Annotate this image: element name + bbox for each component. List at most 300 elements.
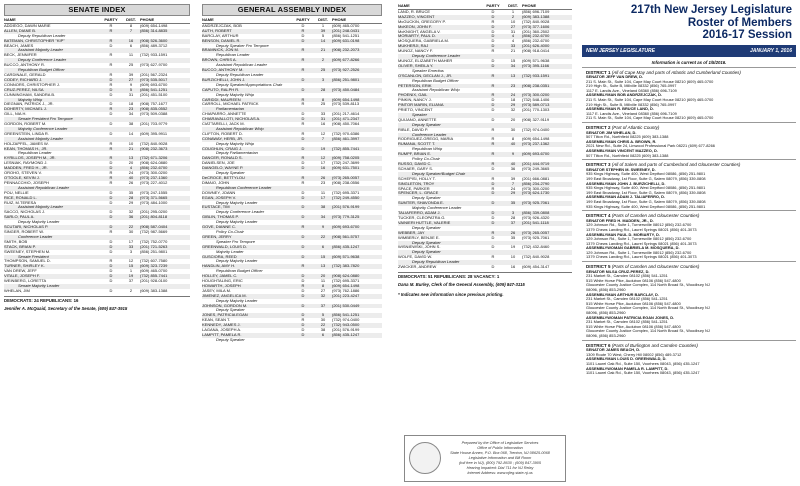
member-dist: 24 bbox=[128, 171, 134, 176]
office-address: Gloucester County Justice Complex, 114 North Broad St., Woodbury NJ bbox=[586, 329, 710, 334]
member-dist: 2 bbox=[321, 58, 325, 63]
member-name: Deputy Majority Leader bbox=[216, 200, 258, 205]
member-party: R bbox=[109, 171, 113, 176]
member-phone: (609) 693-6700 bbox=[140, 82, 168, 87]
header-phone: PHONE bbox=[140, 18, 155, 22]
member-party: D bbox=[301, 117, 305, 122]
member-phone: (973) 627-9700 bbox=[140, 63, 168, 68]
member-phone: (856) 461-3997 bbox=[332, 136, 360, 141]
member-phone: (856) 435-1247 bbox=[332, 333, 360, 337]
member-party: D bbox=[491, 235, 495, 240]
legislator-name: SENATOR JIM WHELAN, D. bbox=[586, 130, 637, 135]
member-dist: 37 bbox=[320, 303, 326, 308]
member-dist: 29 bbox=[128, 200, 134, 205]
district-block bbox=[582, 261, 796, 340]
member-name: Deputy Speaker bbox=[216, 171, 245, 176]
member-phone: (732) 432-8460 bbox=[522, 245, 550, 250]
member-phone: (856) 339-0808 bbox=[522, 211, 550, 216]
office-address: 1379 Chews Landing Rd., Laurel Springs 08021 (856) 401-3073 bbox=[586, 227, 697, 232]
member-party: R bbox=[109, 23, 113, 28]
member-name: WHELAN, JIM bbox=[4, 288, 30, 293]
member-name: Deputy Majority Leader bbox=[216, 298, 258, 303]
member-name: McGUCKIN, GREGORY P. bbox=[398, 19, 446, 24]
member-party: D bbox=[109, 264, 113, 269]
member-dist: 35 bbox=[510, 235, 516, 240]
member-party: D bbox=[301, 293, 305, 298]
member-party: D bbox=[109, 269, 113, 274]
member-party: D bbox=[301, 87, 305, 92]
legislator-name: SENATOR STEPHEN M. SWEENEY, D. bbox=[586, 167, 656, 172]
member-dist: 21 bbox=[320, 48, 326, 53]
member-party: R bbox=[491, 142, 495, 147]
member-name: GREEN, JERRY bbox=[202, 234, 232, 239]
member-name: BUCCO, ANTHONY M. bbox=[202, 68, 244, 73]
senate-index-title: SENATE INDEX bbox=[4, 4, 190, 16]
header-party: PARTY bbox=[104, 18, 118, 22]
member-dist: 29 bbox=[510, 191, 516, 196]
member-phone: (732) 247-3699 bbox=[332, 161, 360, 166]
member-name: THOMPSON, SAMUEL D. bbox=[4, 259, 51, 264]
senate-index bbox=[0, 0, 194, 486]
member-name: Speaker bbox=[412, 112, 427, 117]
member-dist: 38 bbox=[320, 328, 326, 333]
member-dist: 30 bbox=[510, 127, 516, 132]
member-party: D bbox=[301, 323, 305, 328]
member-name: DOWNEY, JOANN bbox=[202, 190, 236, 195]
district-counties: (Part of Atlantic County) bbox=[611, 125, 660, 131]
office-address: 935 Kings Highway, Suite 400, West Deptford 08086, (856) 251-9801 bbox=[586, 186, 706, 191]
member-phone: (732) 840-9028 bbox=[522, 19, 550, 24]
member-dist: 27 bbox=[320, 288, 326, 293]
member-phone: (609) 654-1498 bbox=[332, 283, 360, 288]
member-phone: (856) 232-6700 bbox=[140, 166, 168, 171]
member-dist: 1 bbox=[511, 9, 515, 14]
roster-bar-right: JANUARY 1, 2016 bbox=[749, 47, 792, 54]
member-name: HOLZAPFEL, JAMES W. bbox=[4, 141, 49, 146]
assembly-index bbox=[198, 0, 386, 486]
member-name: ALLEN, DIANE B. bbox=[4, 28, 37, 33]
member-name: CHIARAVALLOTI, NICHOLAS A. bbox=[202, 117, 261, 122]
member-phone: (201) 703-9779 bbox=[140, 122, 168, 127]
member-name: Deputy Majority Whip bbox=[216, 141, 255, 146]
member-party: D bbox=[109, 200, 113, 205]
member-name: O'SCANLON, DECLAN J., JR. bbox=[398, 73, 453, 78]
assembly2-list bbox=[398, 10, 572, 270]
member-phone: (856) 314-8835 bbox=[140, 28, 168, 33]
member-name: Majority Leader bbox=[216, 249, 244, 254]
member-party: D bbox=[491, 24, 495, 29]
member-phone: (973) 300-0200 bbox=[522, 93, 550, 98]
member-name: PINTOR MARIN, ELIANA bbox=[398, 103, 444, 108]
member-dist: 37 bbox=[128, 279, 134, 284]
member-dist: 4 bbox=[129, 166, 133, 171]
member-dist: 24 bbox=[510, 186, 516, 191]
member-dist: 1 bbox=[321, 23, 325, 28]
member-phone: (732) 943-0500 bbox=[332, 323, 360, 328]
office-address: 231 Market St., Camden 08102 (856) 541-1251 bbox=[586, 297, 668, 302]
assembly-clerk: Dana M. Burley, Clerk of the General Assembly, (609) 847-3115 bbox=[398, 282, 525, 288]
member-party: D bbox=[109, 87, 113, 92]
district-block bbox=[582, 159, 796, 210]
member-name: MORIARTY, PAUL D. bbox=[398, 34, 436, 39]
member-phone: (908) 624-0880 bbox=[140, 161, 168, 166]
member-name: OROHO, STEVEN V. bbox=[4, 171, 42, 176]
member-row bbox=[398, 265, 572, 270]
member-name: CAPUTO, RALPH R. bbox=[202, 87, 240, 92]
member-name: SARLO, PAUL A. bbox=[4, 215, 35, 220]
member-phone: (856) 541-1251 bbox=[140, 87, 168, 92]
member-dist: 6 bbox=[129, 43, 133, 48]
district-list bbox=[582, 67, 796, 377]
member-name: JOHNSON, GORDON M. bbox=[202, 303, 248, 308]
member-name: Senate President Pro Tempore bbox=[18, 117, 73, 122]
member-phone: (201) 576-9199 bbox=[332, 328, 360, 333]
office-address: 129 Johnson Rd., Suite 1, Turnersville 08012 (856) 232-6700 bbox=[586, 223, 692, 228]
member-name: O'TOOLE, KEVIN J. bbox=[4, 176, 40, 180]
member-party: D bbox=[301, 303, 305, 308]
member-party: D bbox=[301, 136, 305, 141]
legislator-name: ASSEMBLYMAN VINCENT MAZZEO, D. bbox=[586, 149, 658, 153]
member-party: R bbox=[109, 229, 113, 234]
member-party: D bbox=[491, 220, 495, 225]
member-party: D bbox=[109, 92, 113, 97]
member-phone: (973) 926-4320 bbox=[522, 215, 550, 220]
member-name: MUKHERJI, RAJ bbox=[398, 44, 429, 49]
member-party: D bbox=[301, 333, 305, 337]
member-name: MAZZEO, VINCENT bbox=[398, 14, 435, 19]
member-party: D bbox=[301, 23, 305, 28]
member-name: GORDON, ROBERT M. bbox=[4, 122, 47, 127]
member-party: D bbox=[109, 210, 113, 215]
member-name: Deputy Speaker/Appropriations Chair bbox=[216, 82, 283, 87]
member-phone: (856) 232-6700 bbox=[522, 34, 550, 39]
member-name: Republican Budget Officer bbox=[18, 68, 65, 73]
legislator-name: SENATOR NILSA CRUZ-PEREZ, D. bbox=[586, 269, 650, 274]
member-phone: (973) 925-7061 bbox=[522, 235, 550, 240]
member-dist: 19 bbox=[320, 146, 326, 151]
roster-title-line1: 217th New Jersey Legislature bbox=[630, 4, 792, 16]
member-name: Majority Conference Leader bbox=[18, 126, 68, 131]
member-party: R bbox=[301, 318, 305, 323]
member-party: D bbox=[109, 131, 113, 136]
member-name: Assistant Republican Leader bbox=[216, 63, 267, 68]
member-dist: 16 bbox=[320, 122, 326, 127]
member-party: D bbox=[301, 146, 305, 151]
member-name: Deputy Parliamentarian bbox=[216, 151, 258, 156]
member-phone: (973) 509-0388 bbox=[140, 112, 168, 117]
member-name: PENNACCHIO, JOSEPH bbox=[4, 180, 49, 185]
member-name: Deputy Speaker/Budget Chair bbox=[412, 171, 466, 176]
member-name: AUTH, ROBERT bbox=[202, 28, 232, 33]
member-name: RUMANA, SCOTT T. bbox=[398, 142, 436, 147]
member-dist: 17 bbox=[128, 239, 134, 244]
member-party: R bbox=[109, 259, 113, 264]
member-dist: 23 bbox=[128, 107, 134, 112]
member-party: D bbox=[109, 122, 113, 127]
member-name: Deputy Speaker bbox=[412, 122, 441, 127]
member-party: R bbox=[301, 97, 305, 102]
member-party: D bbox=[491, 191, 495, 196]
member-phone: (908) 450-7064 bbox=[332, 122, 360, 127]
member-name: DANIELSEN, JOE bbox=[202, 161, 235, 166]
member-name: SPENCER, L. GRACE bbox=[398, 191, 439, 196]
member-phone: (201) 451-5100 bbox=[140, 92, 168, 97]
district-block bbox=[582, 122, 796, 159]
member-phone: (973) 300-0200 bbox=[140, 171, 168, 176]
member-phone: (973) 395-1166 bbox=[522, 63, 550, 68]
office-address: 1379 Chews Landing Rd., Laurel Springs 08021 (856) 401-3073 bbox=[586, 255, 697, 260]
member-dist: 39 bbox=[320, 28, 326, 33]
district-number: DISTRICT 6 bbox=[586, 342, 611, 348]
member-party: R bbox=[301, 68, 305, 73]
member-name: HANDLIN, AMY H. bbox=[202, 264, 236, 269]
member-party: D bbox=[491, 98, 495, 103]
member-phone: (973) 624-1730 bbox=[522, 191, 550, 196]
office-address: 219 High St., Suite B, Millville 08332 (856) 765-0997 bbox=[586, 102, 677, 107]
member-phone: (973) 484-1000 bbox=[140, 200, 168, 205]
member-party: D bbox=[491, 44, 495, 49]
office-address: 515 White Horse Pike, Audubon 08106 (856) 547-4800 bbox=[586, 301, 681, 306]
ols-seal-icon bbox=[409, 442, 441, 474]
member-name: Assistant Republican Whip bbox=[216, 126, 264, 131]
member-name: WOLFE, DAVID W. bbox=[398, 255, 433, 260]
member-name: BECK, JENNIFER bbox=[4, 53, 37, 58]
member-party: R bbox=[109, 53, 113, 58]
member-phone: (732) 383-7820 bbox=[332, 264, 360, 269]
member-party: D bbox=[301, 190, 305, 195]
member-name: Majority Whip bbox=[18, 97, 43, 102]
member-name: McKEON, JOHN F. bbox=[398, 24, 433, 29]
member-dist: 36 bbox=[128, 215, 134, 220]
member-dist: 22 bbox=[128, 225, 134, 230]
member-dist: 11 bbox=[320, 279, 326, 284]
member-party: R bbox=[301, 156, 305, 161]
member-dist: 13 bbox=[510, 73, 516, 78]
member-party: R bbox=[109, 28, 113, 33]
member-phone: (973) 237-1362 bbox=[522, 142, 550, 147]
district-counties: (All of Cape May and parts of Atlantic and Cumberland Counties) bbox=[611, 69, 741, 75]
member-phone: (609) 465-0700 bbox=[140, 269, 168, 274]
member-party: D bbox=[301, 77, 305, 82]
member-party: D bbox=[109, 279, 113, 284]
member-party: R bbox=[491, 176, 495, 181]
member-dist: 33 bbox=[510, 44, 516, 49]
member-name: RODRIGUEZ-GREGG, MARIA bbox=[398, 137, 454, 142]
member-name: PRIETO, VINCENT bbox=[398, 108, 433, 113]
member-name: Deputy Republican Leader bbox=[216, 72, 264, 77]
member-name: Policy Co-Chair bbox=[412, 157, 440, 162]
member-party: D bbox=[109, 244, 113, 249]
member-name: TALIAFERRO, ADAM J. bbox=[398, 211, 441, 216]
member-party: D bbox=[109, 77, 113, 82]
member-name: STACK, BRIAN P. bbox=[4, 244, 36, 249]
member-party: D bbox=[491, 215, 495, 220]
member-name: PINKIN, NANCY J. bbox=[398, 98, 432, 103]
member-dist: 9 bbox=[511, 152, 515, 157]
member-name: DANCER, RONALD S. bbox=[202, 156, 243, 161]
member-name: ZWICKER, ANDREW bbox=[398, 265, 437, 270]
member-phone: (201) 567-2324 bbox=[140, 72, 168, 77]
member-name: CARDINALE, GERALD bbox=[4, 72, 46, 77]
member-name: SCHEPISI, HOLLY T. bbox=[398, 176, 436, 181]
member-phone: (856) 541-1251 bbox=[332, 313, 360, 318]
member-name: Senate Majority Leader bbox=[18, 283, 60, 288]
office-address: Gloucester County Justice Complex, 114 North Broad St., Woodbury NJ bbox=[586, 283, 710, 288]
senate-list bbox=[4, 24, 190, 294]
member-dist: 34 bbox=[128, 112, 134, 117]
member-dist: 24 bbox=[510, 93, 516, 98]
member-phone: (201) 217-4614 bbox=[332, 112, 360, 117]
member-phone: (201) 444-9719 bbox=[522, 162, 550, 166]
member-name: Assistant Majority Leader bbox=[18, 48, 63, 53]
member-party: R bbox=[491, 162, 495, 166]
member-phone: (973) 535-5017 bbox=[140, 77, 168, 82]
member-phone: (201) 721-5263 bbox=[140, 244, 168, 249]
member-dist: 4 bbox=[511, 39, 515, 44]
member-name: GIBLIN, THOMAS P. bbox=[202, 215, 239, 220]
member-name: Deputy Speaker bbox=[412, 225, 441, 230]
member-phone: (609) 571-9638 bbox=[522, 58, 550, 63]
member-party: D bbox=[301, 33, 305, 38]
member-dist: 8 bbox=[511, 137, 515, 142]
member-phone: (973) 589-0713 bbox=[522, 103, 550, 108]
district-number: DISTRICT 5 bbox=[586, 264, 611, 270]
senate-tally: DEMOCRATS: 24 REPUBLICANS: 16 bbox=[4, 296, 190, 303]
member-name: HOUGHTALING, ERIC bbox=[202, 279, 243, 284]
member-name: BENSON, DANIEL R. bbox=[202, 38, 241, 43]
member-name: WISNIEWSKI, JOHN S. bbox=[398, 245, 441, 250]
member-dist: 28 bbox=[510, 215, 516, 220]
member-name: CONAWAY, HERB, JR. bbox=[202, 136, 244, 141]
legislator-name: ASSEMBLYMAN R. BRUCE LAND, D. bbox=[586, 107, 654, 112]
member-dist: 7 bbox=[511, 181, 515, 186]
member-dist: 26 bbox=[320, 176, 326, 180]
office-address: 08096, (856) 853-2960 bbox=[586, 288, 626, 293]
member-party: D bbox=[109, 288, 113, 293]
member-dist: 25 bbox=[320, 102, 326, 107]
member-dist: 32 bbox=[320, 293, 326, 298]
member-dist: 5 bbox=[321, 33, 325, 38]
member-party: D bbox=[109, 102, 113, 107]
member-party: R bbox=[301, 131, 305, 136]
member-phone: (908) 835-0552 bbox=[140, 107, 168, 112]
member-phone: (908) 238-0351 bbox=[522, 83, 550, 88]
member-party: D bbox=[109, 43, 113, 48]
member-name: SWEENEY, STEPHEN M. bbox=[4, 249, 51, 254]
member-phone: (732) 752-0770 bbox=[140, 239, 168, 244]
roster-title-line3: 2016-17 Session bbox=[702, 29, 792, 41]
member-party: D bbox=[109, 225, 113, 230]
member-phone: (973) 265-0057 bbox=[522, 230, 550, 235]
member-name: Deputy Speaker bbox=[216, 337, 245, 342]
member-name: Deputy Speaker bbox=[412, 250, 441, 255]
member-dist: 3 bbox=[129, 249, 133, 254]
member-party: D bbox=[301, 195, 305, 200]
member-dist: 7 bbox=[321, 136, 325, 141]
member-party: R bbox=[301, 102, 305, 107]
member-phone: (201) 626-4000 bbox=[522, 44, 550, 49]
member-name: LESNIAK, RAYMOND J. bbox=[4, 161, 48, 166]
member-dist: 18 bbox=[510, 98, 516, 103]
member-phone: (908) 526-3600 bbox=[140, 38, 168, 43]
member-name: BEACH, JAMES bbox=[4, 43, 34, 48]
member-name: DiANGELO, WAYNE P. bbox=[202, 166, 244, 171]
legislator-name: ASSEMBLYWOMAN PATRICIA EGAN JONES, D. bbox=[586, 315, 675, 320]
member-phone: (908) 757-1677 bbox=[140, 102, 168, 107]
member-dist: 25 bbox=[320, 68, 326, 73]
member-name: ANDRZEJCZAK, BOB bbox=[202, 23, 242, 28]
member-name: Assistant Majority Leader bbox=[18, 205, 63, 210]
member-phone: (732) 933-1591 bbox=[140, 53, 168, 58]
member-name: DOHERTY, MICHAEL J. bbox=[4, 107, 48, 112]
member-name: Deputy Conference Leader bbox=[18, 58, 67, 63]
member-name: MUNOZ, ELIZABETH MAHER bbox=[398, 58, 453, 63]
member-dist: 11 bbox=[320, 190, 326, 195]
member-party: D bbox=[301, 205, 305, 210]
member-name: BROWN, CHRIS A. bbox=[202, 58, 237, 63]
member-party: D bbox=[301, 215, 305, 220]
member-name: SCUTARI, NICHOLAS P. bbox=[4, 225, 49, 230]
member-name: Speaker Emeritus bbox=[412, 68, 444, 73]
member-dist: 10 bbox=[510, 255, 516, 260]
office-address: 199 East Broadway, 1st Floor, Suite G, Salem 08079, (856) 339-0808 bbox=[586, 199, 706, 204]
member-party: D bbox=[491, 9, 495, 14]
member-dist: 14 bbox=[128, 131, 134, 136]
member-party: D bbox=[109, 274, 113, 279]
member-phone: (609) 693-6700 bbox=[332, 225, 360, 230]
member-phone: (856) 541-1251 bbox=[332, 33, 360, 38]
member-phone: (732) 974-0400 bbox=[332, 318, 360, 323]
member-party: D bbox=[491, 63, 495, 68]
member-dist: 21 bbox=[510, 49, 516, 54]
member-phone: (973) 539-8113 bbox=[332, 102, 360, 107]
member-phone: (856) 234-2790 bbox=[522, 181, 550, 186]
member-name: WIMBERLY, BENJIE E. bbox=[398, 235, 440, 240]
member-party: D bbox=[301, 254, 305, 259]
office-address: 1117 E. Landis Ave., Vineland 08360 (856) 696-7109 bbox=[586, 88, 677, 93]
member-party: D bbox=[109, 161, 113, 166]
senate-secretary: Jennifer A. McQuaid, Secretary of the Senate, (609) 847-3915 bbox=[4, 306, 128, 312]
member-name: EUSTACE, TIM bbox=[202, 205, 230, 210]
member-dist: 18 bbox=[128, 102, 134, 107]
member-name: SCHAER, GARY S. bbox=[398, 166, 433, 171]
office-address: 199 East Broadway, 1st Floor, Suite G, Salem 08079, (856) 339-0808 bbox=[586, 176, 706, 181]
member-name: PHOENIX, GAIL bbox=[398, 93, 428, 98]
member-name: Republican Budget Officer bbox=[412, 78, 459, 83]
member-name: PETERSON, ERIK bbox=[398, 83, 432, 88]
current-as-of: Information is current as of 1/5/2016. bbox=[651, 59, 727, 65]
member-dist: 28 bbox=[128, 195, 134, 200]
member-phone: (201) 804-8118 bbox=[140, 215, 168, 220]
member-phone: (973) 779-3125 bbox=[332, 215, 360, 220]
member-name: CARROLL, MICHAEL PATRICK bbox=[202, 102, 259, 107]
office-address: 231 Market St., Camden 08102 (856) 541-1251 bbox=[586, 320, 668, 325]
member-name: CRUZ-PEREZ, NILSA bbox=[4, 87, 44, 92]
member-name: KENNEDY, JAMES J. bbox=[202, 323, 241, 328]
member-dist: 22 bbox=[320, 323, 326, 328]
member-phone: (856) 251-9801 bbox=[140, 249, 168, 254]
member-party: R bbox=[301, 58, 305, 63]
member-name: WEBBER, JAY bbox=[398, 230, 425, 235]
member-phone: (732) 695-3371 bbox=[332, 190, 360, 195]
district-number: DISTRICT 1 bbox=[586, 69, 611, 75]
member-dist: 26 bbox=[128, 180, 134, 185]
member-phone: (609) 571-9638 bbox=[332, 254, 360, 259]
header-party: PARTY bbox=[486, 4, 500, 8]
member-name: SINGLETON, TROY bbox=[398, 181, 435, 186]
member-name: GILL, NIA H. bbox=[4, 112, 27, 117]
member-name: CARIDDI, MAUREEN bbox=[202, 97, 241, 102]
